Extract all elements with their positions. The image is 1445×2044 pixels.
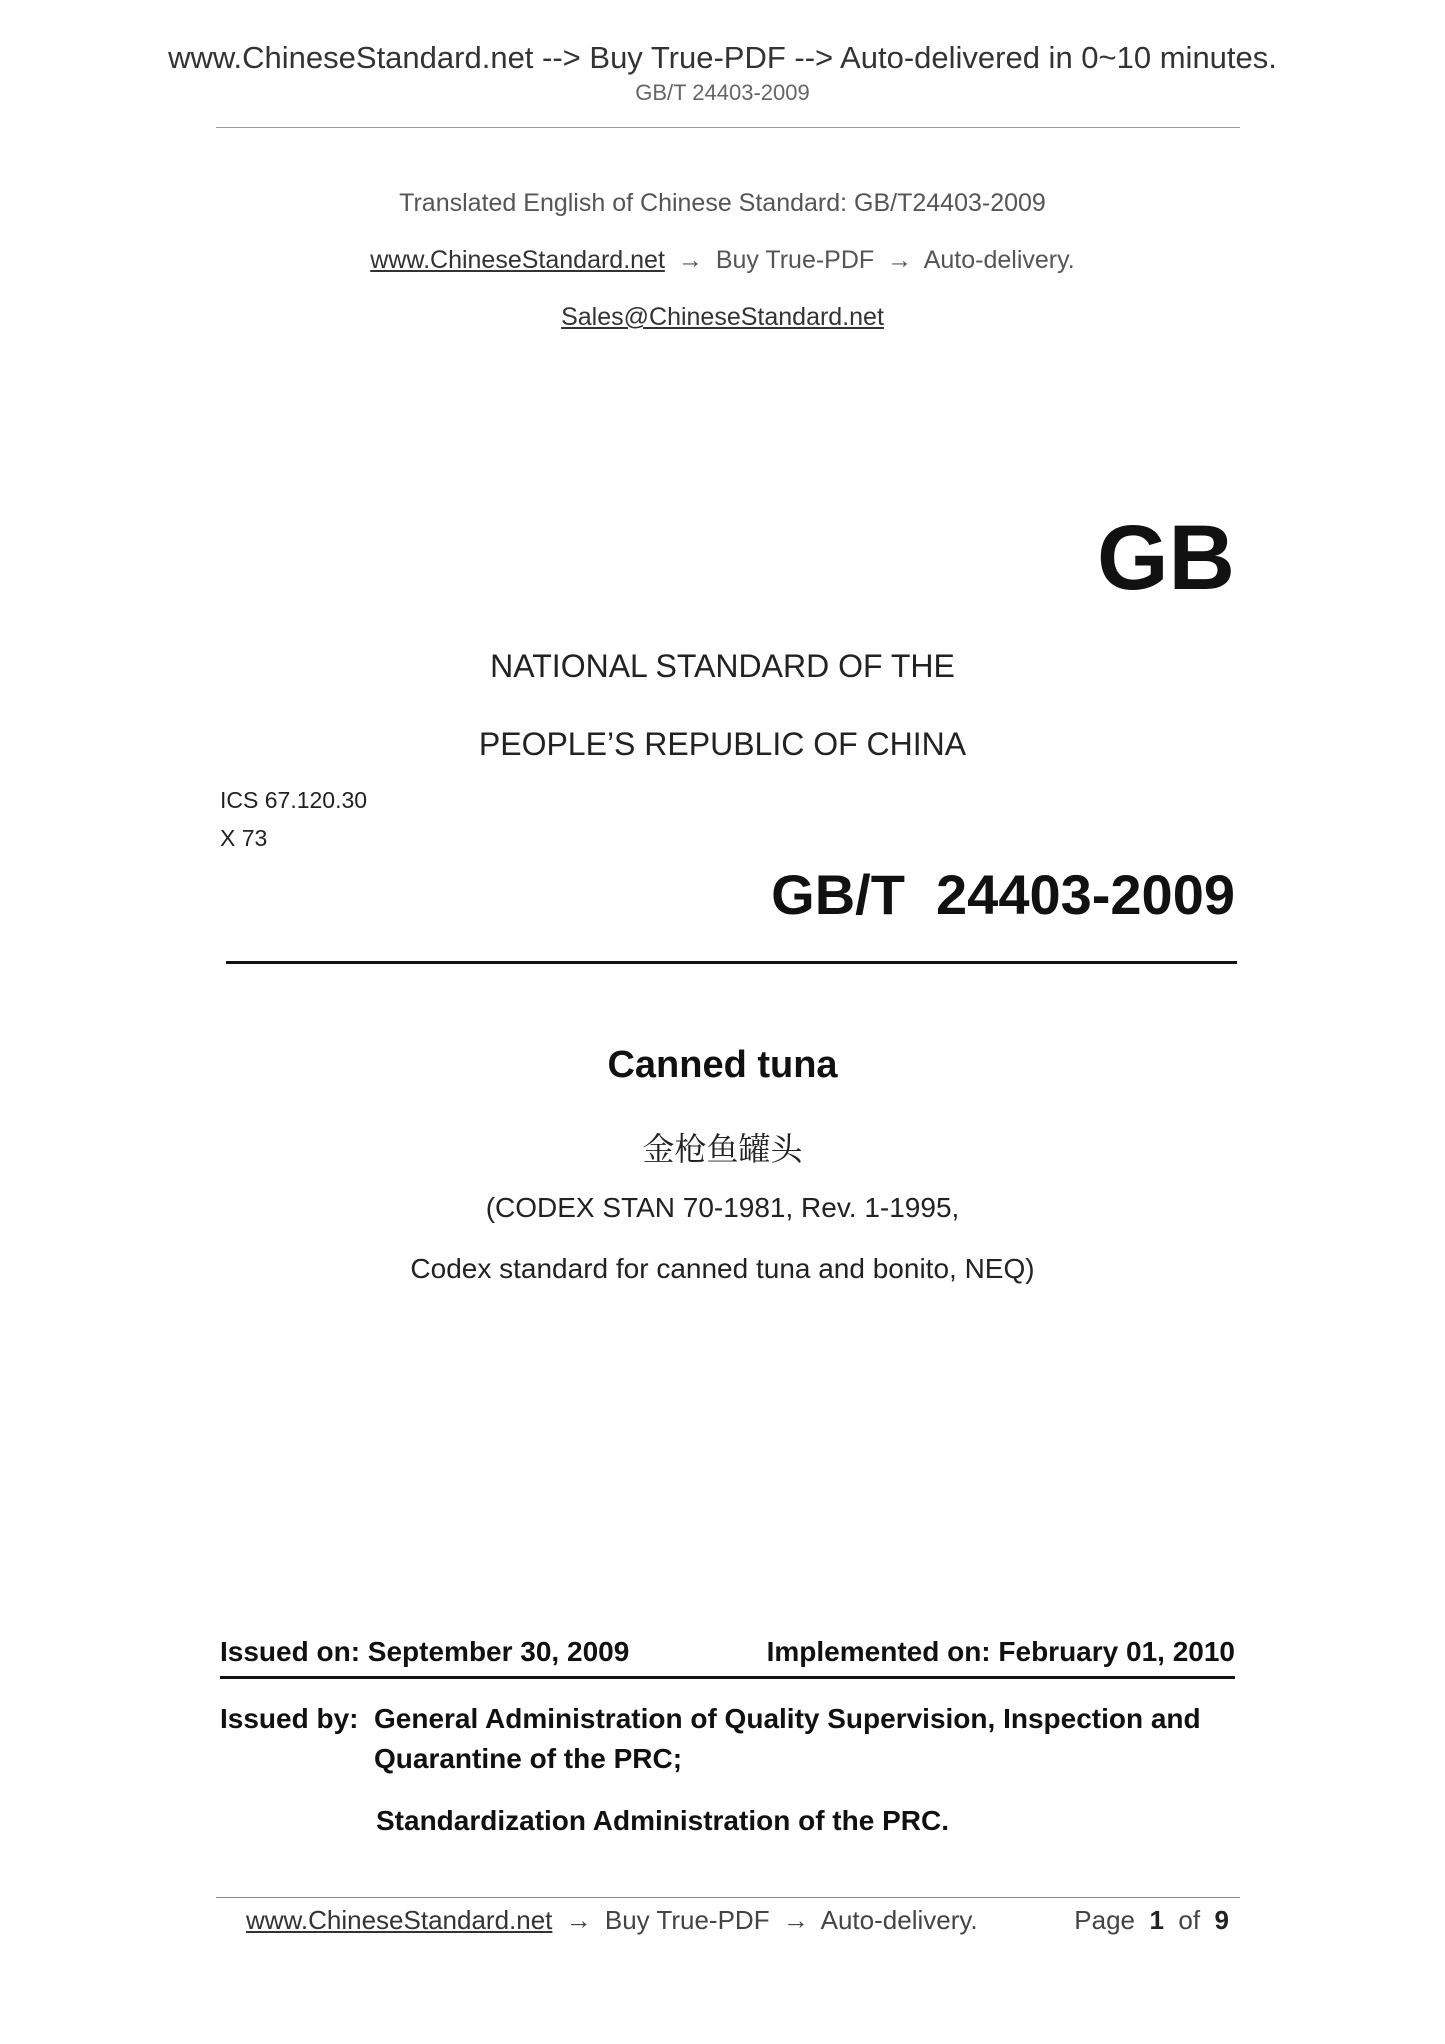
standard-number-divider [226, 961, 1237, 964]
national-standard-title-line1: NATIONAL STANDARD OF THE [490, 648, 955, 684]
auto-delivery-text: Auto-delivery. [923, 246, 1075, 274]
classification-code: X 73 [220, 825, 268, 851]
sales-line [0, 303, 1445, 332]
dates-divider [220, 1676, 1235, 1679]
arrow-right-icon: → [565, 1905, 592, 1935]
footer-buy-text: Buy True-PDF [604, 1905, 770, 1935]
implemented-on-date: Implemented on: February 01, 2010 [766, 1636, 1235, 1667]
arrow-right-icon: → [782, 1905, 809, 1935]
header-banner: www.ChineseStandard.net --> Buy True-PDF --> Auto-delivered in 0~10 minutes. [168, 40, 1277, 75]
site-link[interactable]: www.ChineseStandard.net [370, 246, 665, 274]
document-title: Canned tuna [607, 1044, 838, 1086]
gb-mark: GB [1097, 507, 1235, 609]
footer-divider [216, 1897, 1240, 1898]
issued-by-line2: Quarantine of the PRC; [374, 1743, 683, 1774]
arrow-right-icon: → [677, 246, 703, 274]
codex-reference-line2: Codex standard for canned tuna and bonito, NEQ) [410, 1253, 1035, 1284]
footer-purchase-line [246, 1905, 978, 1936]
page-label: Page [1074, 1905, 1136, 1935]
page-total: 9 [1214, 1905, 1229, 1935]
issued-by-line3: Standardization Administration of the PRC. [376, 1805, 949, 1836]
standard-number: GB/T 24403-2009 [771, 863, 1235, 926]
sales-email-link[interactable]: Sales@ChineseStandard.net [561, 303, 884, 331]
page-indicator [1074, 1905, 1229, 1936]
page-number: 1 [1149, 1905, 1164, 1935]
issued-by-label: Issued by: [220, 1703, 359, 1734]
header-standard-code: GB/T 24403-2009 [635, 80, 810, 105]
purchase-line [0, 246, 1445, 275]
national-standard-title-line2: PEOPLE’S REPUBLIC OF CHINA [478, 726, 967, 762]
header-divider [216, 127, 1240, 128]
footer-site-link[interactable]: www.ChineseStandard.net [246, 1905, 553, 1935]
document-title-chinese: 金枪鱼罐头 [642, 1130, 803, 1168]
issued-by-line1: General Administration of Quality Supervision, Inspection and [374, 1703, 1201, 1734]
issued-on-date: Issued on: September 30, 2009 [220, 1636, 630, 1667]
translated-notice: Translated English of Chinese Standard: GB/T24403-2009 [399, 189, 1046, 217]
of-label: of [1178, 1905, 1201, 1935]
arrow-right-icon: → [887, 246, 913, 274]
codex-reference-line1: (CODEX STAN 70-1981, Rev. 1-1995, [485, 1192, 960, 1223]
ics-code: ICS 67.120.30 [220, 787, 368, 813]
footer-auto-delivery-text: Auto-delivery. [820, 1905, 978, 1935]
buy-text: Buy True-PDF [715, 246, 875, 274]
